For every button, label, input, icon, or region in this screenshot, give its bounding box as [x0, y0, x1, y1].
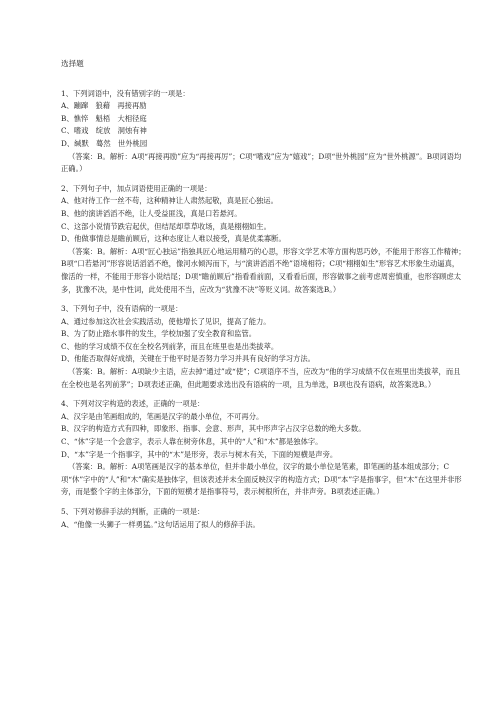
question-stem: 4、下列对汉字构造的表述，正确的一项是： — [61, 399, 205, 409]
option-a: A、通过参加这次社会实践活动，使他增长了见识，提高了能力。 — [61, 316, 271, 326]
answer-explanation: （答案：B。解析：A项“匠心独运”指独具匠心地运用精巧的心思，形容文学艺术等方面构思巧妙，不能用于形容工作精神；B项“口若悬河”形容说话滔滔不绝，像河水倾泻而下，与“演讲滔滔不绝”语境相符；C项“栩栩如生”形容艺术形象生动逼真，像活的一样，不能用于形容小说结尾；D项“瞻前顾后”指看看前面，又看看后面，形容做事之前考虑周密慎重，也形容顾虑太多，犹豫不决，是中性词，此处使用不当，应改为“犹豫不决”等贬义词。故答案选B。） — [61, 246, 466, 294]
option-c: C、这部小说情节跌宕起伏，但结尾却草草收场，真是栩栩如生。 — [61, 221, 271, 231]
question-4 — [61, 398, 466, 499]
option-a: A、“他像一头狮子一样勇猛。”这句话运用了拟人的修辞手法。 — [61, 519, 260, 529]
option-a: A、他对待工作一丝不苟，这种精神让人肃然起敬，真是匠心独运。 — [61, 196, 278, 206]
option-a: A、蹦蹿 狼藉 再接再励 — [61, 101, 147, 111]
answer-explanation: （答案：B。解析：A项笔画是汉字的基本单位，但并非最小单位，汉字的最小单位是笔素，即笔画的基本组成部分；C项“休”字中的“人”和“木”确实是独体字，但该表述并未全面反映汉字的构造方式；D项“本”字是指事字，但“木”在这里并非形旁，而是整个字的主体部分，下面的短横才是指事符号，表示树根所在，并非声旁。B项表述正确。） — [61, 462, 462, 497]
question-stem: 2、下列句子中，加点词语使用正确的一项是： — [61, 183, 212, 193]
answer-explanation: （答案：B。解析：A项“再接再励”应为“再接再厉”；C项“嗜戏”应为“嬉戏”；D项“世外桃园”应为“世外桃源”。B项词语均正确。） — [61, 151, 462, 174]
question-5 — [61, 506, 466, 531]
option-a: A、汉字是由笔画组成的，笔画是汉字的最小单位，不可再分。 — [61, 411, 264, 421]
option-d: D、“本”字是一个指事字，其中的“木”是形旁，表示与树木有关，下面的短横是声旁。 — [61, 449, 338, 459]
document-title: 选择题 — [61, 59, 84, 68]
option-d: D、他能否取得好成绩，关键在于他平时是否努力学习并具有良好的学习方法。 — [61, 354, 315, 364]
option-b: B、汉字的构造方式有四种，即象形、指事、会意、形声，其中形声字占汉字总数的绝大多数。 — [61, 424, 366, 434]
option-d: D、缄默 蓦然 世外桃园 — [61, 138, 148, 148]
question-2 — [61, 183, 466, 296]
answer-explanation: （答案：B。解析：A项缺少主语，应去掉“通过”或“使”；C项语序不当，应改为“他的学习成绩不仅在班里出类拔萃，而且在全校也是名列前茅”；D项表述正确，但此题要求选出没有语病的一项，且为单选，B项也没有语病，故答案选B。） — [61, 367, 461, 389]
option-b: B、他的演讲滔滔不绝，让人受益匪浅，真是口若悬河。 — [61, 208, 242, 218]
question-stem: 1、下列词语中，没有错别字的一项是： — [61, 88, 190, 98]
option-c: C、嗜戏 绽放 洞烛有神 — [61, 126, 147, 136]
question-stem: 3、下列句子中，没有语病的一项是： — [61, 304, 183, 314]
option-c: C、“休”字是一个会意字，表示人靠在树旁休息，其中的“人”和“木”都是独体字。 — [61, 437, 323, 447]
option-b: B、憔悴 魁梧 大相径庭 — [61, 113, 147, 123]
option-b: B、为了防止踏水事件的发生，学校加强了安全教育和监管。 — [61, 329, 257, 339]
question-3 — [61, 303, 466, 391]
question-1 — [61, 88, 466, 176]
question-stem: 5、下列对修辞手法的判断，正确的一项是： — [61, 507, 205, 516]
option-c: C、他的学习成绩不仅在全校名列前茅，而且在班里也是出类拔萃。 — [61, 341, 279, 351]
option-d: D、他做事情总是瞻前顾后，这种态度让人难以接受，真是优柔寡断。 — [61, 234, 286, 244]
